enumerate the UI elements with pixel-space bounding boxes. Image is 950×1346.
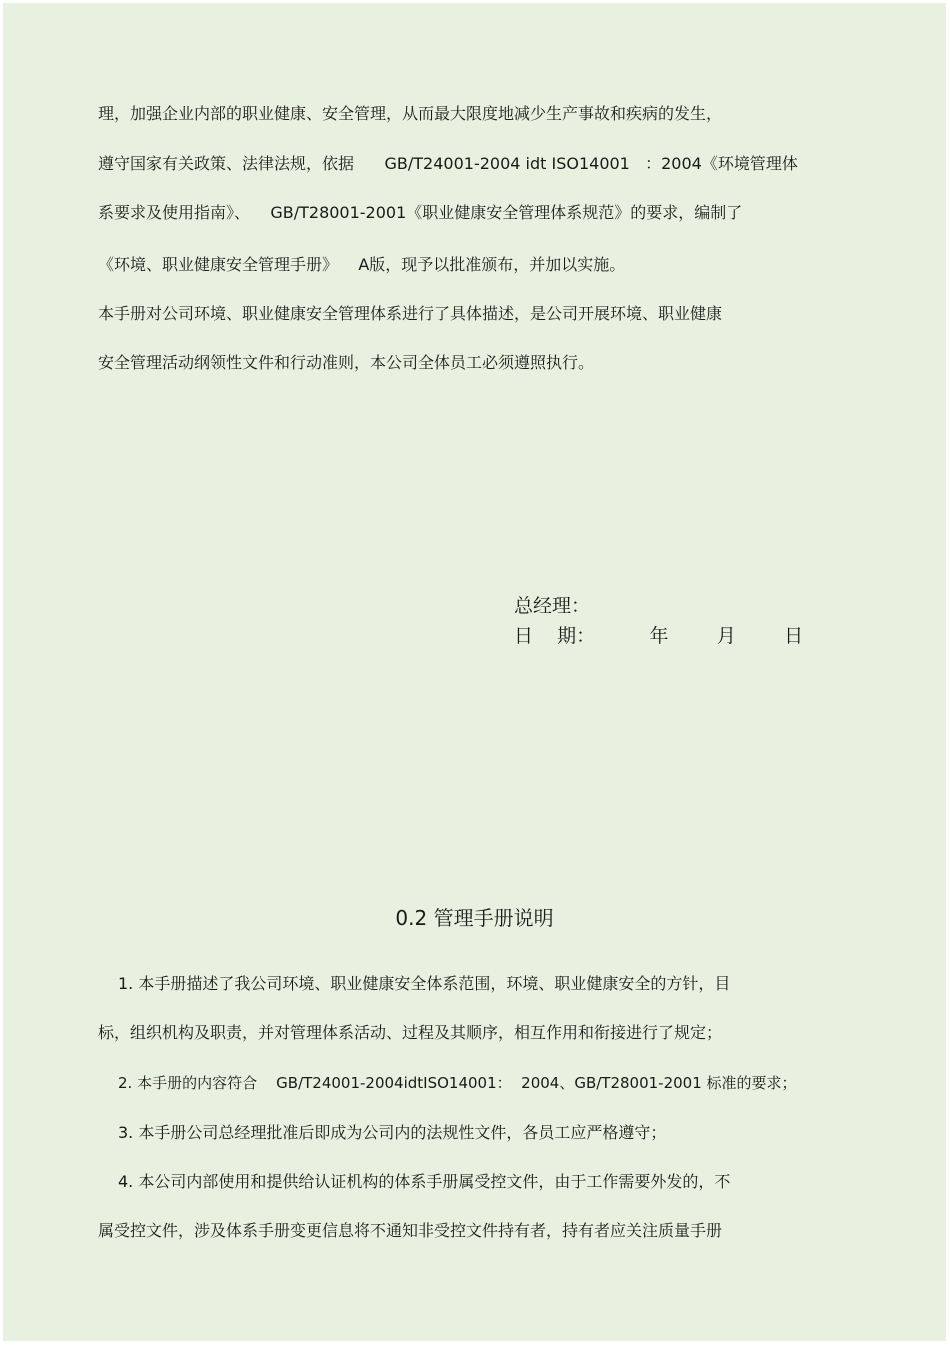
intro-line: 安全管理活动纲领性文件和行动准则，本公司全体员工必须遵照执行。 (98, 353, 595, 372)
date-line: 日 期： 年 月 日 (514, 625, 804, 647)
intro-line: 理，加强企业内部的职业健康、安全管理，从而最大限度地减少生产事故和疾病的发生， (98, 104, 723, 123)
section-line: 标，组织机构及职责，并对管理体系活动、过程及其顺序，相互作用和衔接进行了规定； (98, 1023, 723, 1042)
section-heading: 0.2 管理手册说明 (395, 906, 554, 930)
section-line: 2. 本手册的内容符合 GB/T24001-2004idtISO14001： 2004、GB/T28001-2001 标准的要求； (118, 1074, 797, 1092)
section-line: 属受控文件，涉及体系手册变更信息将不通知非受控文件持有者，持有者应关注质量手册 (98, 1221, 723, 1240)
intro-line: 系要求及使用指南》、 GB/T28001-2001《职业健康安全管理体系规范》的要求，编制了 (98, 203, 743, 222)
general-manager-label: 总经理： (514, 595, 591, 617)
section-line: 3. 本手册公司总经理批准后即成为公司内的法规性文件，各员工应严格遵守； (118, 1123, 667, 1142)
document-page (3, 3, 946, 1341)
section-line: 4. 本公司内部使用和提供给认证机构的体系手册属受控文件，由于工作需要外发的，不 (118, 1172, 731, 1191)
intro-line: 本手册对公司环境、职业健康安全管理体系进行了具体描述，是公司开展环境、职业健康 (98, 304, 723, 323)
intro-line: 遵守国家有关政策、法律法规，依据 GB/T24001-2004 idt ISO14001 ：2004《环境管理体 (98, 154, 798, 173)
intro-line: 《环境、职业健康安全管理手册》 A版，现予以批准颁布，并加以实施。 (98, 255, 626, 274)
section-line: 1. 本手册描述了我公司环境、职业健康安全体系范围，环境、职业健康安全的方针，目 (118, 974, 731, 993)
